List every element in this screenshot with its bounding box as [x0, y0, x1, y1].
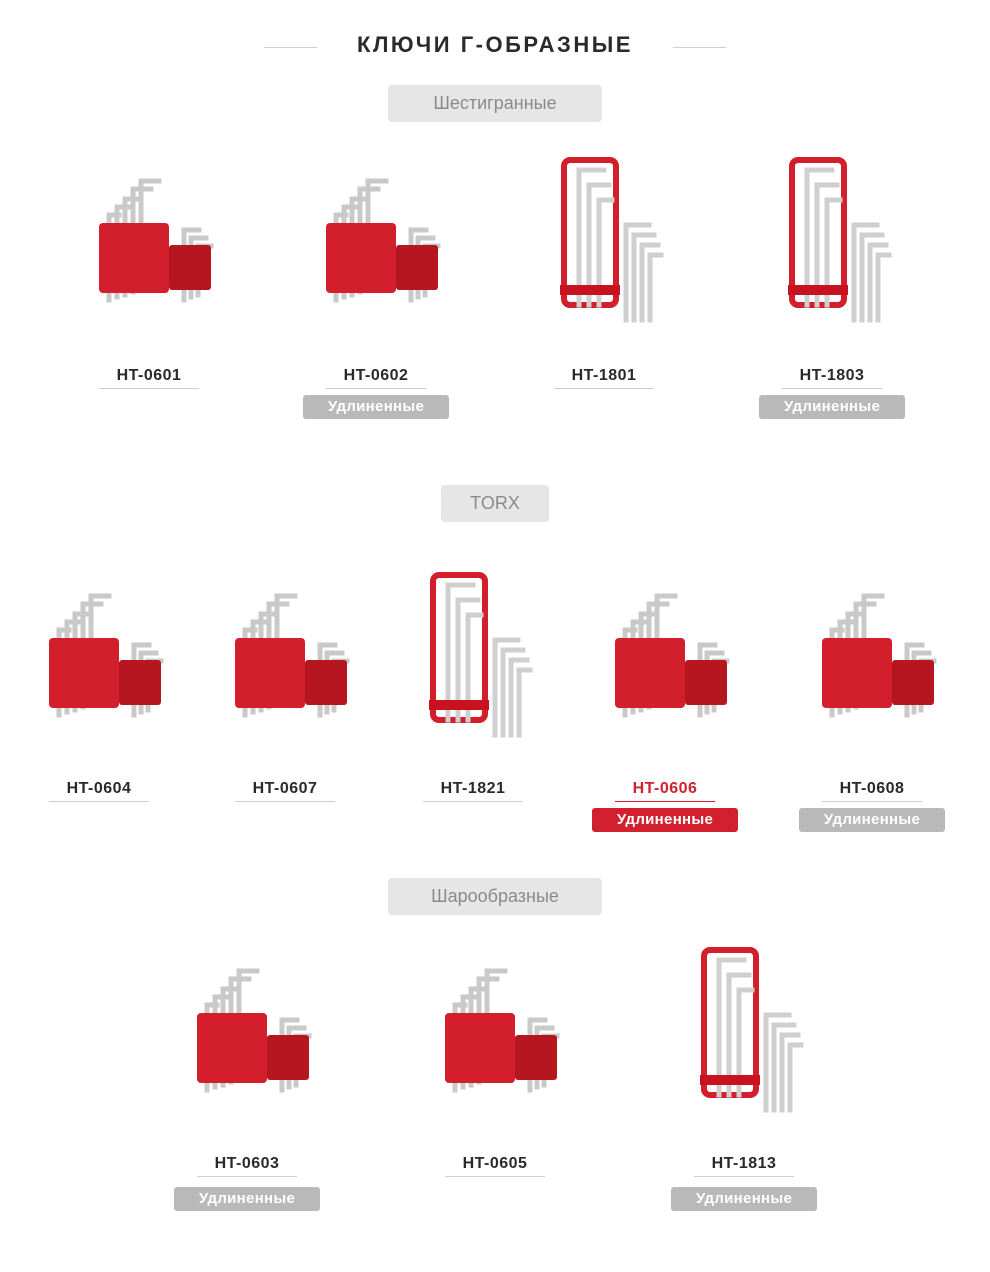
section-label-torx: TORX [441, 485, 549, 522]
product-image-compact-set[interactable] [425, 935, 565, 1135]
product-image-compact-set[interactable] [306, 145, 446, 345]
product-image-case-set[interactable] [403, 560, 543, 760]
product-image-case-set[interactable] [762, 145, 902, 345]
product-code[interactable]: HT-0604 [49, 780, 149, 802]
page-header [0, 26, 990, 70]
product-code[interactable]: HT-0605 [445, 1155, 545, 1177]
product-code[interactable]: HT-0608 [822, 780, 922, 802]
product-image-case-set[interactable] [674, 935, 814, 1135]
long-variant-tag: Удлиненные [799, 808, 945, 832]
product-code[interactable]: HT-1803 [782, 367, 882, 389]
product-image-compact-set[interactable] [177, 935, 317, 1135]
long-variant-tag: Удлиненные [671, 1187, 817, 1211]
product-code[interactable]: HT-0602 [326, 367, 426, 389]
product-code[interactable]: HT-0607 [235, 780, 335, 802]
product-code[interactable]: HT-0603 [197, 1155, 297, 1177]
long-variant-tag: Удлиненные [303, 395, 449, 419]
product-image-case-set[interactable] [534, 145, 674, 345]
section-label-hex: Шестигранные [388, 85, 602, 122]
product-code-selected[interactable]: HT-0606 [615, 780, 715, 802]
product-image-compact-set[interactable] [215, 560, 355, 760]
long-variant-tag: Удлиненные [174, 1187, 320, 1211]
product-code[interactable]: HT-1801 [554, 367, 654, 389]
product-image-compact-set[interactable] [29, 560, 169, 760]
title-divider-right [673, 47, 726, 48]
product-code[interactable]: HT-1813 [694, 1155, 794, 1177]
long-variant-tag-selected: Удлиненные [592, 808, 738, 832]
page-title: КЛЮЧИ Г-ОБРАЗНЫЕ [357, 32, 633, 57]
section-label-ball: Шарообразные [388, 878, 602, 915]
product-image-compact-set[interactable] [802, 560, 942, 760]
product-image-compact-set[interactable] [595, 560, 735, 760]
product-code[interactable]: HT-0601 [99, 367, 199, 389]
product-code[interactable]: HT-1821 [423, 780, 523, 802]
long-variant-tag: Удлиненные [759, 395, 905, 419]
product-image-compact-set[interactable] [79, 145, 219, 345]
